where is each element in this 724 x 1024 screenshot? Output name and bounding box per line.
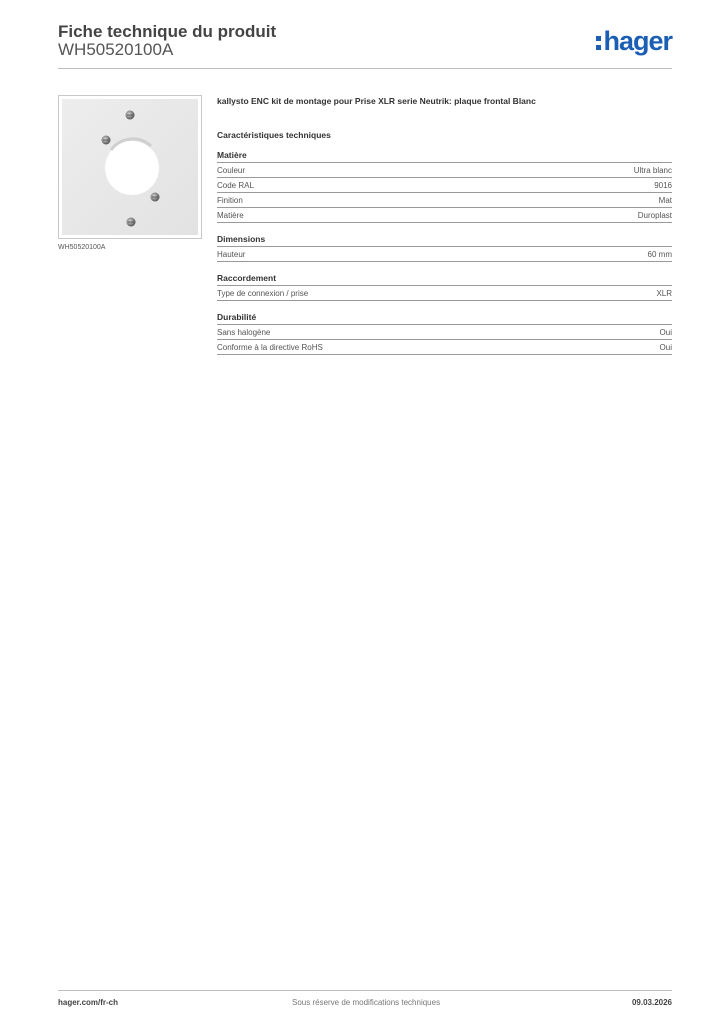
spec-group-dimensions (217, 234, 672, 262)
product-image (58, 95, 202, 239)
spec-value: Ultra blanc (633, 165, 672, 175)
page-header (58, 20, 672, 70)
spec-value: 9016 (654, 180, 672, 190)
spec-label: Couleur (217, 165, 246, 175)
screw-icon (126, 111, 135, 120)
xlr-plate-illustration (59, 96, 201, 238)
spec-label: Code RAL (217, 180, 254, 190)
image-caption: WH50520100A (58, 244, 106, 251)
spec-label: Hauteur (217, 249, 246, 259)
section-title: Caractéristiques techniques (217, 130, 331, 140)
screw-icon (102, 136, 111, 145)
spec-label: Conforme à la directive RoHS (217, 342, 323, 352)
spec-row (217, 340, 672, 355)
spec-label: Sans halogène (217, 327, 271, 337)
product-reference: WH50520100A (58, 40, 174, 59)
technical-content (217, 96, 672, 366)
spec-value: XLR (656, 288, 672, 298)
spec-row (217, 285, 672, 301)
spec-label: Matière (217, 210, 244, 220)
spec-group-matiere (217, 150, 672, 223)
spec-row (217, 208, 672, 223)
product-description: kallysto ENC kit de montage pour Prise XLR serie Neutrik: plaque frontal Blanc (217, 96, 536, 106)
document-title: Fiche technique du produit (58, 22, 277, 41)
spec-row (217, 162, 672, 178)
spec-value: Duroplast (637, 210, 672, 220)
spec-row (217, 324, 672, 340)
screw-icon (127, 218, 136, 227)
spec-label: Type de connexion / prise (217, 288, 309, 298)
spec-value: 60 mm (647, 249, 672, 259)
hager-logo (596, 26, 672, 56)
footer-website-link[interactable]: hager.com/fr-ch (58, 998, 119, 1007)
spec-row (217, 246, 672, 262)
group-title: Durabilité (217, 312, 257, 322)
group-title: Raccordement (217, 273, 277, 283)
spec-value: Mat (658, 195, 672, 205)
footer-date: 09.03.2026 (631, 998, 672, 1007)
spec-value: Oui (659, 342, 672, 352)
spec-row (217, 193, 672, 208)
screw-icon (151, 193, 160, 202)
group-title: Matière (217, 150, 247, 160)
group-title: Dimensions (217, 234, 266, 244)
footer-disclaimer: Sous réserve de modifications techniques (292, 998, 441, 1007)
spec-value: Oui (659, 327, 672, 337)
logo-dots-icon (596, 36, 601, 50)
spec-group-durabilite (217, 312, 672, 355)
spec-row (217, 178, 672, 193)
spec-label: Finition (217, 195, 243, 205)
footer-divider (58, 990, 672, 991)
logo-text: hager (603, 25, 672, 56)
spec-group-raccordement (217, 273, 672, 301)
header-divider (58, 68, 672, 69)
